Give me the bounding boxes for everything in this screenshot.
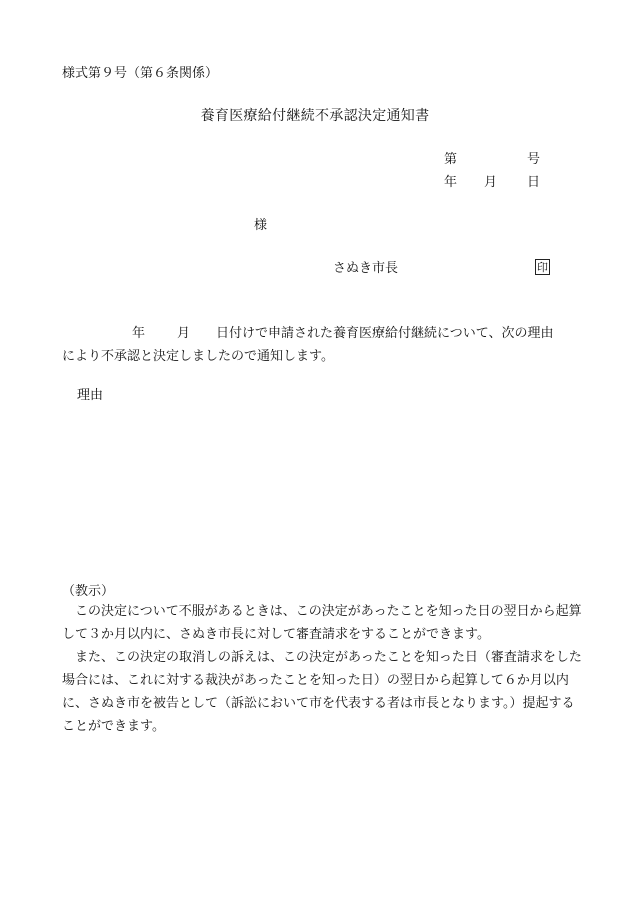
issuer-name: さぬき市長: [333, 261, 399, 276]
body-month-label: 月: [177, 326, 191, 341]
date-year-label: 年: [444, 175, 458, 190]
addressee-suffix: 様: [254, 218, 268, 233]
instruction-body: [62, 600, 582, 738]
notice-body-line2: により不承認と決定しましたので通知します。: [62, 349, 334, 364]
body-line1-text: 日付けで申請された養育医療給付継続について、次の理由: [216, 326, 554, 341]
notice-body-line1: [62, 322, 582, 345]
reason-label: 理由: [77, 388, 104, 403]
document-title: 養育医療給付継続不承認決定通知書: [200, 108, 430, 124]
instruction-paragraph-2: また、この決定の取消しの訴えは、この決定があったことを知った日（審査請求をした場合には、これに対する裁決があったことを知った日）の翌日から起算して６か月以内に、さぬき市を被告として（訴訟において市を代表する者は市長となります。）提起することができます。: [62, 650, 582, 734]
instruction-title: （教示）: [62, 584, 115, 599]
seal-mark: 印: [537, 260, 548, 274]
body-year-label: 年: [132, 326, 146, 341]
document-number-suffix: 号: [527, 152, 541, 167]
date-month-label: 月: [484, 175, 498, 190]
document-number-prefix: 第: [444, 152, 458, 167]
notice-body: [62, 322, 582, 368]
date-day-label: 日: [527, 175, 541, 190]
instruction-paragraph-1: この決定について不服があるときは、この決定があったことを知った日の翌日から起算して３か月以内に、さぬき市長に対して審査請求をすることができます。: [62, 604, 582, 642]
form-number: 様式第９号（第６条関係）: [62, 66, 219, 81]
